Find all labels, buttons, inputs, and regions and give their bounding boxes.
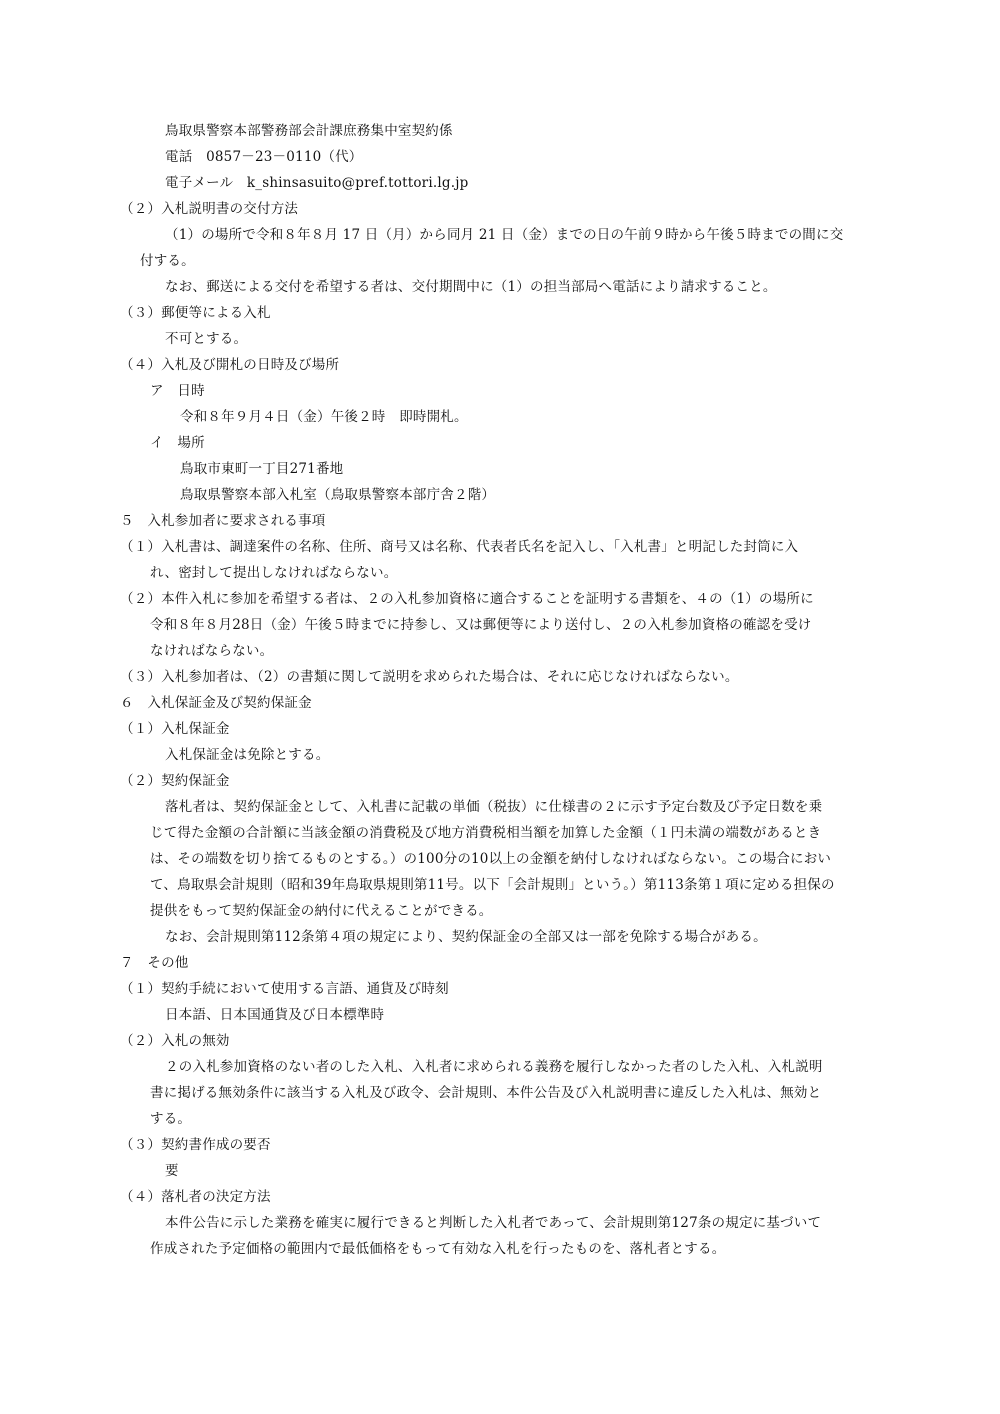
text-line: 日本語、日本国通貨及び日本標準時 — [165, 1007, 385, 1023]
text-line: （1）の場所で令和８年８月 17 日（月）から同月 21 日（金）までの日の午前９時から午後５時までの間に交 — [165, 227, 844, 243]
text-line: 提供をもって契約保証金の納付に代えることができる。 — [150, 903, 493, 919]
text-line: 付する。 — [140, 253, 195, 269]
text-line: 令和８年８月28日（金）午後５時までに持参し、又は郵便等により送付し、２の入札参加資格の確認を受け — [150, 617, 812, 633]
text-line: なお、郵送による交付を希望する者は、交付期間中に（1）の担当部局へ電話により請求すること。 — [165, 279, 777, 295]
text-line: 鳥取県警察本部入札室（鳥取県警察本部庁舎２階） — [180, 487, 496, 503]
text-line: 鳥取県警察本部警務部会計課庶務集中室契約係 — [165, 123, 453, 139]
text-line: なければならない。 — [150, 643, 274, 659]
section-heading: ６ 入札保証金及び契約保証金 — [120, 695, 312, 711]
text-line: （１）契約手続において使用する言語、通貨及び時刻 — [120, 981, 449, 997]
text-line: 作成された予定価格の範囲内で最低価格をもって有効な入札を行ったものを、落札者とする。 — [150, 1241, 726, 1257]
text-line: 要 — [165, 1163, 179, 1179]
text-line: 鳥取市東町一丁目271番地 — [180, 461, 344, 477]
text-line: 電話 0857－23－0110（代） — [165, 149, 363, 165]
text-line: （２）入札説明書の交付方法 — [120, 201, 299, 217]
text-line: （４）落札者の決定方法 — [120, 1189, 271, 1205]
text-line: （４）入札及び開札の日時及び場所 — [120, 357, 340, 373]
text-line: する。 — [150, 1111, 192, 1127]
text-line: 本件公告に示した業務を確実に履行できると判断した入札者であって、会計規則第127条の規定に基づいて — [165, 1215, 822, 1231]
text-line: じて得た金額の合計額に当該金額の消費税及び地方消費税相当額を加算した金額（１円未満の端数があるとき — [150, 825, 822, 841]
text-line: は、その端数を切り捨てるものとする。）の100分の10以上の金額を納付しなければならない。この場合におい — [150, 851, 832, 867]
text-line: （３）契約書作成の要否 — [120, 1137, 271, 1153]
text-line: れ、密封して提出しなければならない。 — [150, 565, 398, 581]
text-line: なお、会計規則第112条第４項の規定により、契約保証金の全部又は一部を免除する場合がある。 — [165, 929, 767, 945]
text-line: 入札保証金は免除とする。 — [165, 747, 330, 763]
text-line: 書に掲げる無効条件に該当する入札及び政令、会計規則、本件公告及び入札説明書に違反した入札は、無効と — [150, 1085, 822, 1101]
text-line: （３）郵便等による入札 — [120, 305, 271, 321]
text-line: 落札者は、契約保証金として、入札書に記載の単価（税抜）に仕様書の２に示す予定台数及び予定日数を乗 — [165, 799, 823, 815]
text-line: て、鳥取県会計規則（昭和39年鳥取県規則第11号。以下「会計規則」という。）第113条第１項に定める担保の — [150, 877, 835, 893]
text-line: （２）本件入札に参加を希望する者は、２の入札参加資格に適合することを証明する書類を、４の（1）の場所に — [120, 591, 814, 607]
text-line: 電子メール k_shinsasuito@pref.tottori.lg.jp — [165, 175, 469, 191]
text-line: 令和８年９月４日（金）午後２時 即時開札。 — [180, 409, 468, 425]
text-line: イ 場所 — [150, 435, 205, 451]
section-heading: ５ 入札参加者に要求される事項 — [120, 513, 326, 529]
text-line: ア 日時 — [150, 383, 205, 399]
text-line: 不可とする。 — [165, 331, 248, 347]
text-line: （１）入札書は、調達案件の名称、住所、商号又は名称、代表者氏名を記入し、「入札書」と明記した封筒に入 — [120, 539, 799, 555]
text-line: （３）入札参加者は、（2）の書類に関して説明を求められた場合は、それに応じなければならない。 — [120, 669, 739, 685]
text-line: （２）入札の無効 — [120, 1033, 230, 1049]
text-line: ２の入札参加資格のない者のした入札、入札者に求められる義務を履行しなかった者のした入札、入札説明 — [165, 1059, 823, 1075]
text-line: （１）入札保証金 — [120, 721, 230, 737]
text-line: （２）契約保証金 — [120, 773, 230, 789]
section-heading: ７ その他 — [120, 955, 189, 971]
